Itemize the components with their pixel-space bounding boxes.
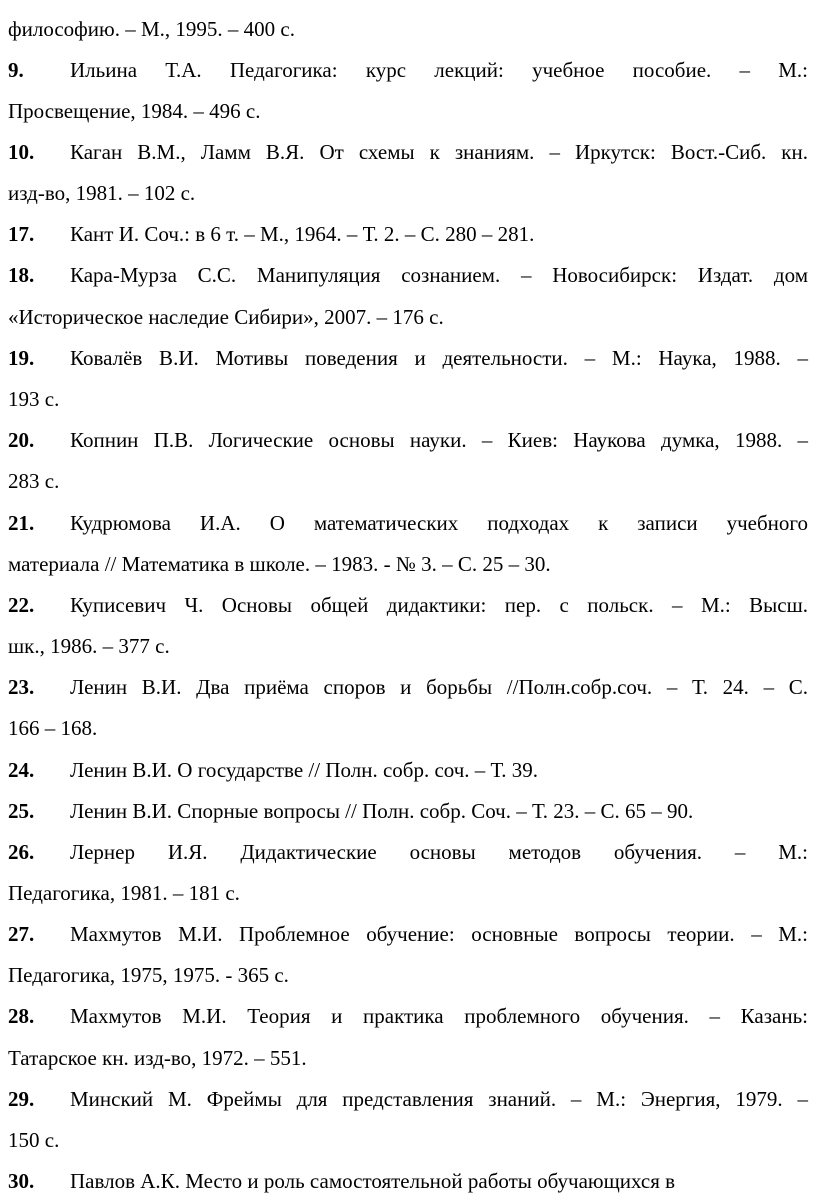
continuation-line: философию. – М., 1995. – 400 с.	[8, 17, 295, 41]
reference-entry-25	[8, 791, 808, 831]
reference-number: 24.	[8, 758, 35, 782]
reference-entry-21	[8, 503, 808, 543]
reference-text: Ковалёв В.И. Мотивы поведения и деятельности. – М.: Наука, 1988. –	[70, 346, 808, 370]
reference-entry-29	[8, 1079, 808, 1119]
reference-entry-9	[8, 50, 808, 90]
reference-text: Кудрюмова И.А. О математических подходах к записи учебного	[70, 511, 808, 535]
reference-text: Каган В.М., Ламм В.Я. От схемы к знаниям. – Иркутск: Вост.-Сиб. кн.	[70, 140, 808, 164]
reference-entry-26	[8, 832, 808, 872]
reference-entry-28	[8, 996, 808, 1036]
reference-text-continuation: 150 с.	[8, 1128, 60, 1152]
reference-text-continuation: Педагогика, 1981. – 181 с.	[8, 881, 240, 905]
reference-text: Копнин П.В. Логические основы науки. – Киев: Наукова думка, 1988. –	[70, 428, 808, 452]
reference-text-continuation: 193 с.	[8, 387, 60, 411]
reference-entry-17	[8, 214, 808, 254]
reference-text: Ленин В.И. Два приёма споров и борьбы //Полн.собр.соч. – Т. 24. – С.	[70, 675, 808, 699]
reference-text-continuation: 166 – 168.	[8, 716, 98, 740]
reference-text: Ленин В.И. О государстве // Полн. собр. соч. – Т. 39.	[70, 758, 539, 782]
reference-number: 19.	[8, 346, 35, 370]
reference-text-continuation: Просвещение, 1984. – 496 с.	[8, 99, 261, 123]
reference-entry-23	[8, 667, 808, 707]
reference-number: 27.	[8, 922, 35, 946]
reference-text: Ильина Т.А. Педагогика: курс лекций: учебное пособие. – М.:	[70, 58, 808, 82]
reference-text: Ленин В.И. Спорные вопросы // Полн. собр. Соч. – Т. 23. – С. 65 – 90.	[70, 799, 694, 823]
reference-text: Куписевич Ч. Основы общей дидактики: пер. с польск. – М.: Высш.	[70, 593, 808, 617]
reference-entry-30	[8, 1161, 808, 1201]
reference-number: 18.	[8, 263, 35, 287]
reference-text-continuation: Педагогика, 1975, 1975. - 365 с.	[8, 963, 289, 987]
reference-entry-18	[8, 255, 808, 295]
reference-number: 29.	[8, 1087, 35, 1111]
reference-entry-27	[8, 914, 808, 954]
reference-number: 21.	[8, 511, 35, 535]
reference-number: 22.	[8, 593, 35, 617]
reference-text-continuation: 283 с.	[8, 469, 60, 493]
reference-entry-19	[8, 338, 808, 378]
reference-number: 30.	[8, 1169, 35, 1193]
reference-number: 17.	[8, 222, 35, 246]
reference-text: Махмутов М.И. Теория и практика проблемного обучения. – Казань:	[70, 1004, 808, 1028]
reference-text: Минский М. Фреймы для представления знаний. – М.: Энергия, 1979. –	[70, 1087, 808, 1111]
reference-text-continuation: изд-во, 1981. – 102 с.	[8, 181, 196, 205]
reference-number: 28.	[8, 1004, 35, 1028]
reference-text: Кара-Мурза С.С. Манипуляция сознанием. – Новосибирск: Издат. дом	[70, 263, 808, 287]
reference-entry-22	[8, 585, 808, 625]
reference-text: Павлов А.К. Место и роль самостоятельной работы обучающихся в	[70, 1169, 676, 1193]
reference-text-continuation: шк., 1986. – 377 с.	[8, 634, 170, 658]
reference-entry-20	[8, 420, 808, 460]
reference-text: Махмутов М.И. Проблемное обучение: основные вопросы теории. – М.:	[70, 922, 808, 946]
reference-number: 23.	[8, 675, 35, 699]
reference-entry-10	[8, 132, 808, 172]
reference-number: 10.	[8, 140, 35, 164]
reference-text: Лернер И.Я. Дидактические основы методов обучения. – М.:	[70, 840, 808, 864]
reference-number: 20.	[8, 428, 35, 452]
reference-number: 26.	[8, 840, 35, 864]
reference-number: 9.	[8, 58, 24, 82]
reference-text: Кант И. Соч.: в 6 т. – М., 1964. – Т. 2. – С. 280 – 281.	[70, 222, 535, 246]
reference-number: 25.	[8, 799, 35, 823]
reference-text-continuation: Татарское кн. изд-во, 1972. – 551.	[8, 1046, 307, 1070]
reference-entry-24	[8, 750, 808, 790]
reference-text-continuation: материала // Математика в школе. – 1983. - № 3. – С. 25 – 30.	[8, 552, 551, 576]
reference-text-continuation: «Историческое наследие Сибири», 2007. – 176 с.	[8, 305, 444, 329]
